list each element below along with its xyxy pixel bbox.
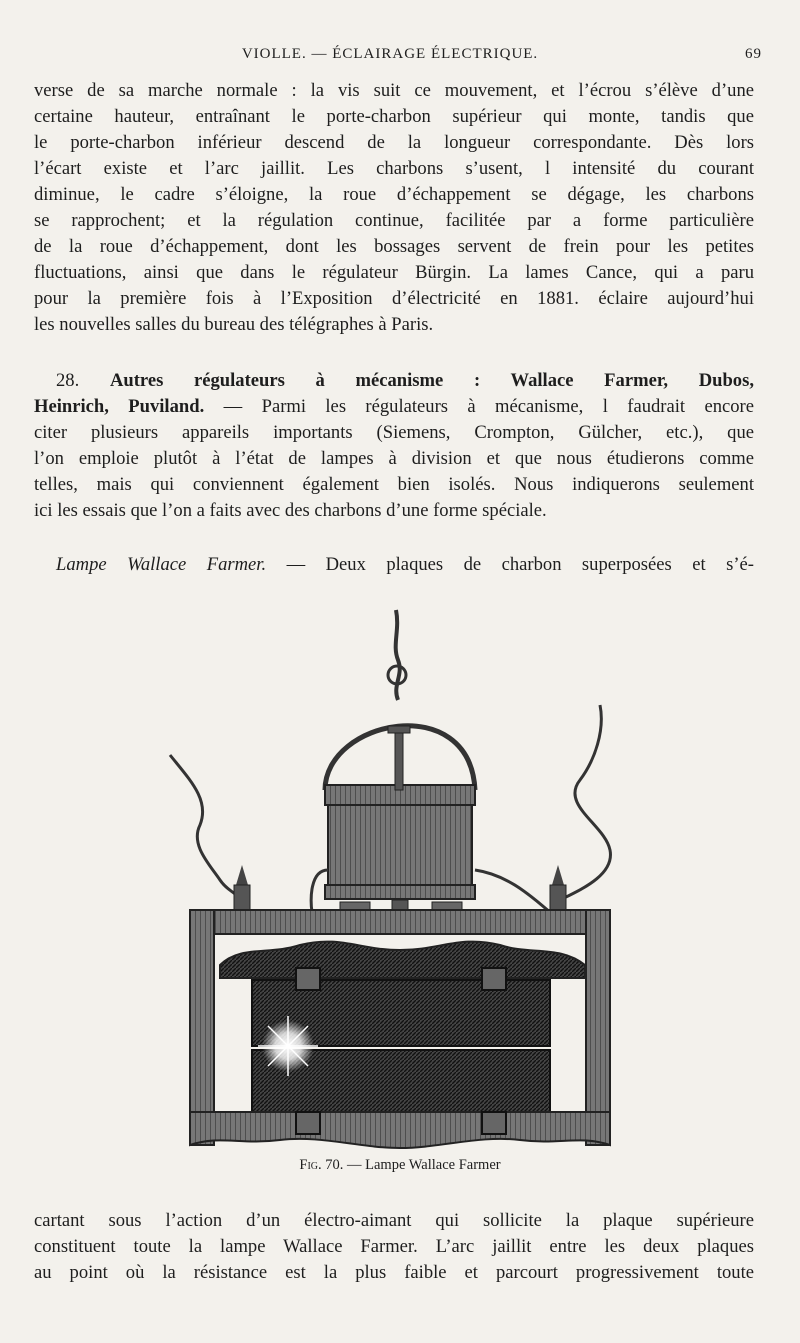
text-line: constituent toute la lampe Wallace Farmer. L’arc jaillit entre les deux plaques <box>34 1236 754 1257</box>
text-line <box>34 552 754 578</box>
text-line: pour la première fois à l’Exposition d’électricité en 1881. éclaire aujourd’hui <box>34 288 754 309</box>
figure-title: — Lampe Wallace Farmer <box>347 1157 501 1173</box>
section-heading-line <box>34 368 754 394</box>
left-upright <box>190 910 214 1145</box>
figure-caption <box>0 1157 800 1174</box>
text-line: telles, mais qui conviennent également bien isolés. Nous indiquerons seulement <box>34 474 754 495</box>
page-number: 69 <box>745 46 762 62</box>
text-line: au point où la résistance est la plus faible et parcourt progressivement toute <box>34 1262 754 1283</box>
running-head <box>0 44 800 68</box>
left-wire <box>170 755 242 910</box>
section-number: 28. <box>56 370 80 391</box>
text-line: verse de sa marche normale : la vis suit ce mouvement, et l’écrou s’élève d’une <box>34 80 754 101</box>
running-head-title: VIOLLE. — ÉCLAIRAGE ÉLECTRIQUE. <box>241 46 539 62</box>
text-line: cartant sous l’action d’un électro-aimant qui sollicite la plaque supérieure <box>34 1210 754 1231</box>
electromagnet-box <box>325 726 475 922</box>
section-heading-line <box>34 394 754 420</box>
text-line: se rapprochent; et la régulation continue, facilitée par a forme particulière <box>34 210 754 231</box>
right-upright <box>586 910 610 1145</box>
paragraph-after-figure <box>34 1208 754 1286</box>
lampe-title: Lampe Wallace Farmer. <box>56 554 267 575</box>
text-line: fluctuations, ainsi que dans le régulateur Bürgin. La lames Cance, qui a paru <box>34 262 754 283</box>
text-line: — Parmi les régulateurs à mécanisme, l faudrait encore <box>223 396 754 417</box>
text-line: ici les essais que l’on a faits avec des charbons d’une forme spéciale. <box>34 500 547 521</box>
section-heading: Autres régulateurs à mécanisme : Wallace Farmer, Dubos, <box>109 370 754 391</box>
lampe-text: — Deux plaques de charbon superposées et s’é- <box>286 554 754 575</box>
text-line: le porte-charbon inférieur descend de la longueur correspondante. Dès lors <box>34 132 754 153</box>
lampe-paragraph <box>34 552 754 578</box>
top-bar <box>190 910 610 934</box>
text-line: de la roue d’échappement, dont les bossages servent de frein pour les petites <box>34 236 754 257</box>
section-28 <box>34 368 754 524</box>
figure-number: Fig. 70. <box>299 1157 344 1173</box>
text-line: les nouvelles salles du bureau des télégraphes à Paris. <box>34 314 434 335</box>
lower-frame <box>190 1112 610 1148</box>
section-heading-continued: Heinrich, Puviland. <box>34 396 205 417</box>
text-line: certaine hauteur, entraînant le porte-charbon supérieur qui monte, tandis que <box>34 106 754 127</box>
text-line: diminue, le cadre s’éloigne, la roue d’échappement se dégage, les charbons <box>34 184 754 205</box>
text-line: citer plusieurs appareils importants (Siemens, Crompton, Gülcher, etc.), que <box>34 422 754 443</box>
suspension-cord <box>388 610 406 700</box>
upper-plate-holder <box>220 942 585 978</box>
text-line: l’écart existe et l’arc jaillit. Les charbons s’usent, l intensité du courant <box>34 158 754 179</box>
right-terminal <box>550 865 566 910</box>
paragraph-continuation <box>34 78 754 338</box>
lamp-illustration <box>160 600 640 1155</box>
text-line: l’on emploie plutôt à l’état de lampes à division et que nous étudierons comme <box>34 448 754 469</box>
left-terminal <box>234 865 250 910</box>
right-wire <box>560 705 610 900</box>
